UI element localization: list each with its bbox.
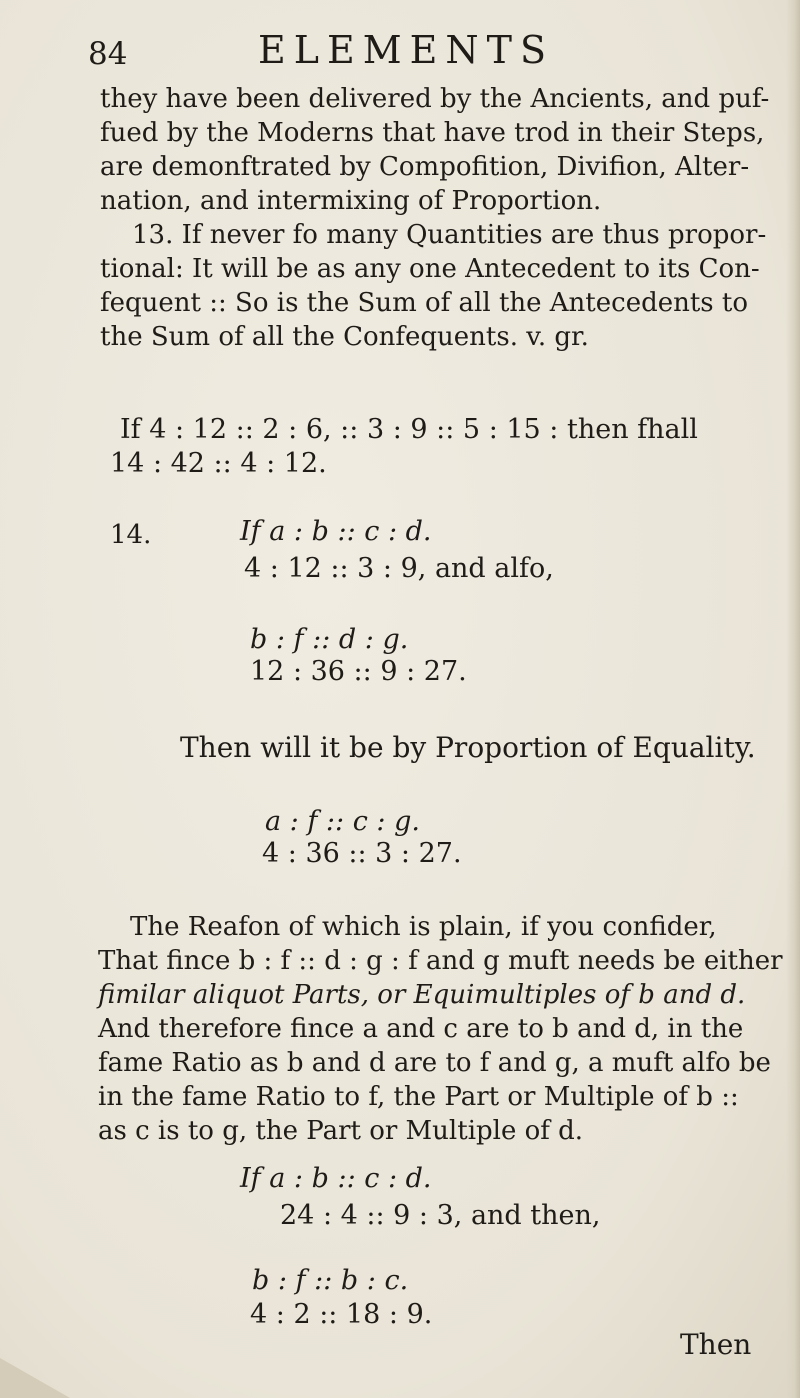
example-13-line-2: 14 : 42 :: 4 : 12. [110, 448, 327, 479]
paragraph-proposition-13 [100, 82, 782, 354]
text-line: fued by the Moderns that have trod in their Steps, [100, 118, 765, 148]
example-13-line-1: If 4 : 12 :: 2 : 6, :: 3 : 9 :: 5 : 15 : then fhall [120, 414, 698, 445]
example-2-line-3: b : f :: b : c. [252, 1265, 409, 1296]
equality-statement: Then will it be by Proportion of Equality. [180, 731, 756, 764]
section-14-line-3: b : f :: d : g. [250, 624, 409, 655]
text-line: nation, and intermixing of Proportion. [100, 186, 602, 216]
section-14-line-2: 4 : 12 :: 3 : 9, and alfo, [244, 553, 554, 584]
page-edge-shadow [786, 0, 800, 1398]
section-number-14: 14. [110, 520, 152, 550]
text-line: they have been delivered by the Ancients, and puf- [100, 84, 770, 114]
text-line: fimilar aliquot Parts, or Equimultiples of b and d. [98, 980, 746, 1010]
text-line: in the fame Ratio to f, the Part or Multiple of b :: [98, 1082, 739, 1112]
text-line: The Reafon of which is plain, if you confider, [130, 912, 717, 942]
proportion-line-1: a : f :: c : g. [265, 806, 420, 837]
catchword: Then [680, 1328, 752, 1361]
paragraph-reason [98, 910, 783, 1148]
text-line: as c is to g, the Part or Multiple of d. [98, 1116, 584, 1146]
text-line: tional: It will be as any one Antecedent to its Con- [100, 254, 760, 284]
example-2-line-4: 4 : 2 :: 18 : 9. [250, 1299, 433, 1330]
page-corner-fold [0, 1358, 70, 1398]
example-2-line-2: 24 : 4 :: 9 : 3, and then, [280, 1200, 601, 1231]
text-line: the Sum of all the Confequents. v. gr. [100, 322, 589, 352]
section-14-line-1: If a : b :: c : d. [240, 516, 432, 547]
proportion-line-2: 4 : 36 :: 3 : 27. [262, 838, 462, 869]
text-line: fequent :: So is the Sum of all the Antecedents to [100, 288, 749, 318]
running-head: ELEMENTS [258, 28, 554, 72]
text-line: That fince b : f :: d : g : f and g muft needs be either [98, 946, 783, 976]
page-header [88, 28, 688, 76]
section-14-line-4: 12 : 36 :: 9 : 27. [250, 656, 467, 687]
text-line: And therefore fince a and c are to b and d, in the [98, 1014, 744, 1044]
page-number: 84 [88, 36, 128, 72]
text-line: fame Ratio as b and d are to f and g, a muft alfo be [98, 1048, 771, 1078]
example-2-line-1: If a : b :: c : d. [240, 1163, 432, 1194]
text-line: are demonftrated by Compofition, Divifion, Alter- [100, 152, 750, 182]
text-line: 13. If never fo many Quantities are thus propor- [132, 220, 767, 250]
